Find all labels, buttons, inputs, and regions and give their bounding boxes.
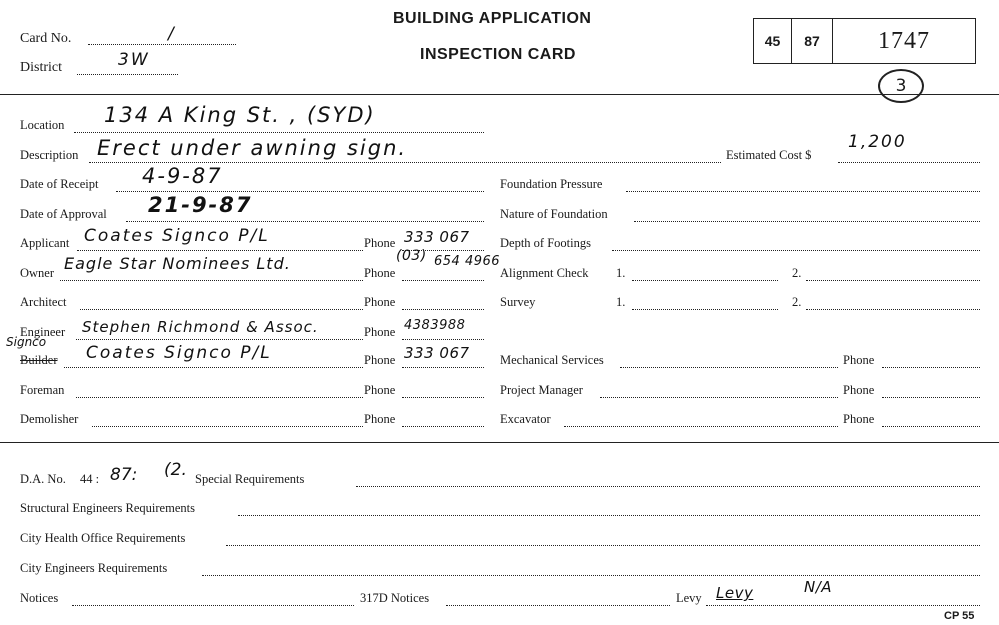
mechanical-services-phone-label: Phone <box>843 353 875 367</box>
city-engineers-line <box>202 575 980 576</box>
description-value[interactable]: Erect under awning sign. <box>97 136 408 160</box>
foundation-pressure-line <box>626 191 980 192</box>
special-requirements-line <box>356 486 980 487</box>
title-line-2: INSPECTION CARD <box>420 46 576 63</box>
alignment-check-2: 2. <box>792 266 802 280</box>
applicant-phone-label: Phone <box>364 236 396 250</box>
owner-phone-value[interactable]: 654 4966 <box>434 254 501 269</box>
survey-line-2 <box>806 309 980 310</box>
structural-engineers-label: Structural Engineers Requirements <box>20 501 195 515</box>
notices-line <box>72 605 354 606</box>
date-of-approval-value[interactable]: 21-9-87 <box>148 193 253 217</box>
survey-1: 1. <box>616 295 626 309</box>
applicant-phone-value[interactable]: 333 067 <box>404 228 470 246</box>
notices-label: Notices <box>20 591 59 605</box>
alignment-check-line-2 <box>806 280 980 281</box>
nature-of-foundation-label: Nature of Foundation <box>500 207 608 221</box>
excavator-label: Excavator <box>500 412 551 426</box>
project-manager-phone-line <box>882 397 980 398</box>
district-label: District <box>20 60 62 75</box>
project-manager-line <box>600 397 838 398</box>
levy-value[interactable]: Levy <box>716 584 754 602</box>
survey-line-1 <box>632 309 778 310</box>
da-no-prefix: 44 : <box>80 472 100 486</box>
owner-value[interactable]: Eagle Star Nominees Ltd. <box>64 254 291 273</box>
survey-label: Survey <box>500 295 536 309</box>
mechanical-services-line <box>620 367 838 368</box>
city-health-line <box>226 545 980 546</box>
demolisher-phone-line <box>402 426 484 427</box>
depth-of-footings-label: Depth of Footings <box>500 236 591 250</box>
architect-label: Architect <box>20 295 67 309</box>
notices-317d-line <box>446 605 670 606</box>
date-of-approval-label: Date of Approval <box>20 207 107 221</box>
foreman-phone-label: Phone <box>364 383 396 397</box>
engineer-value[interactable]: Stephen Richmond & Assoc. <box>82 318 319 336</box>
engineer-phone-value[interactable]: 4383988 <box>404 318 466 333</box>
estimated-cost-value[interactable]: 1,200 <box>848 132 907 152</box>
project-manager-phone-label: Phone <box>843 383 875 397</box>
card-no-line <box>88 44 236 45</box>
owner-line <box>60 280 363 281</box>
alignment-check-label: Alignment Check <box>500 266 589 280</box>
foreman-phone-line <box>402 397 484 398</box>
applicant-line <box>77 250 363 251</box>
district-value[interactable]: 3W <box>118 50 150 70</box>
architect-phone-line <box>402 309 484 310</box>
date-of-receipt-value[interactable]: 4-9-87 <box>142 164 223 188</box>
card-no-value[interactable]: / <box>168 24 176 44</box>
demolisher-line <box>92 426 363 427</box>
applicant-label: Applicant <box>20 236 70 250</box>
alignment-check-1: 1. <box>616 266 626 280</box>
levy-line <box>706 605 980 606</box>
foreman-line <box>76 397 363 398</box>
project-manager-label: Project Manager <box>500 383 583 397</box>
title-line-1: BUILDING APPLICATION <box>393 10 592 27</box>
mechanical-services-label: Mechanical Services <box>500 353 604 367</box>
header-rule <box>0 94 999 95</box>
structural-engineers-line <box>238 515 980 516</box>
estimated-cost-label: Estimated Cost $ <box>726 148 812 162</box>
location-label: Location <box>20 118 65 132</box>
card-no-label: Card No. <box>20 31 72 46</box>
da-no-label: D.A. No. <box>20 472 66 486</box>
estimated-cost-line <box>838 162 980 163</box>
alignment-check-line-1 <box>632 280 778 281</box>
builder-line <box>64 367 363 368</box>
excavator-phone-label: Phone <box>843 412 875 426</box>
form-code: CP 55 <box>944 610 975 622</box>
da-no-bracket[interactable]: (2. <box>164 460 187 480</box>
levy-na[interactable]: N/A <box>804 578 833 596</box>
owner-phone-label: Phone <box>364 266 396 280</box>
foreman-label: Foreman <box>20 383 65 397</box>
city-health-label: City Health Office Requirements <box>20 531 186 545</box>
section-rule <box>0 442 999 443</box>
box-cell-3: 1747 <box>878 27 930 54</box>
builder-phone-label: Phone <box>364 353 396 367</box>
engineer-line <box>76 339 363 340</box>
engineer-phone-label: Phone <box>364 325 396 339</box>
excavator-line <box>564 426 838 427</box>
date-of-receipt-label: Date of Receipt <box>20 177 99 191</box>
builder-phone-value[interactable]: 333 067 <box>404 344 470 362</box>
owner-label: Owner <box>20 266 55 280</box>
builder-label-correction: Signco <box>6 335 47 349</box>
survey-2: 2. <box>792 295 802 309</box>
owner-phone-prefix[interactable]: (03) <box>396 248 427 264</box>
city-engineers-label: City Engineers Requirements <box>20 561 168 575</box>
demolisher-label: Demolisher <box>20 412 79 426</box>
owner-phone-line <box>402 280 484 281</box>
architect-phone-label: Phone <box>364 295 396 309</box>
engineer-phone-line <box>402 339 484 340</box>
builder-phone-line <box>402 367 484 368</box>
box-cell-1: 45 <box>754 19 792 63</box>
date-of-receipt-line <box>116 191 484 192</box>
notices-317d-label: 317D Notices <box>360 591 430 605</box>
card-number-box <box>753 18 976 64</box>
date-of-approval-line <box>126 221 484 222</box>
location-line <box>74 132 484 133</box>
builder-value[interactable]: Coates Signco P/L <box>86 343 272 363</box>
box-cell-2: 87 <box>792 19 833 63</box>
special-requirements-label: Special Requirements <box>195 472 305 486</box>
district-line <box>77 74 178 75</box>
engineer-label: Engineer <box>20 325 66 339</box>
demolisher-phone-label: Phone <box>364 412 396 426</box>
foundation-pressure-label: Foundation Pressure <box>500 177 603 191</box>
applicant-value[interactable]: Coates Signco P/L <box>84 226 270 246</box>
description-label: Description <box>20 148 79 162</box>
mechanical-services-phone-line <box>882 367 980 368</box>
location-value[interactable]: 134 A King St. , (SYD) <box>104 103 376 127</box>
levy-label: Levy <box>676 591 702 605</box>
architect-line <box>80 309 363 310</box>
description-line <box>89 162 721 163</box>
nature-of-foundation-line <box>634 221 980 222</box>
da-no-value[interactable]: 87: <box>110 465 138 485</box>
excavator-phone-line <box>882 426 980 427</box>
builder-label: Builder <box>20 353 58 367</box>
depth-of-footings-line <box>612 250 980 251</box>
circled-number: 3 <box>878 69 924 103</box>
